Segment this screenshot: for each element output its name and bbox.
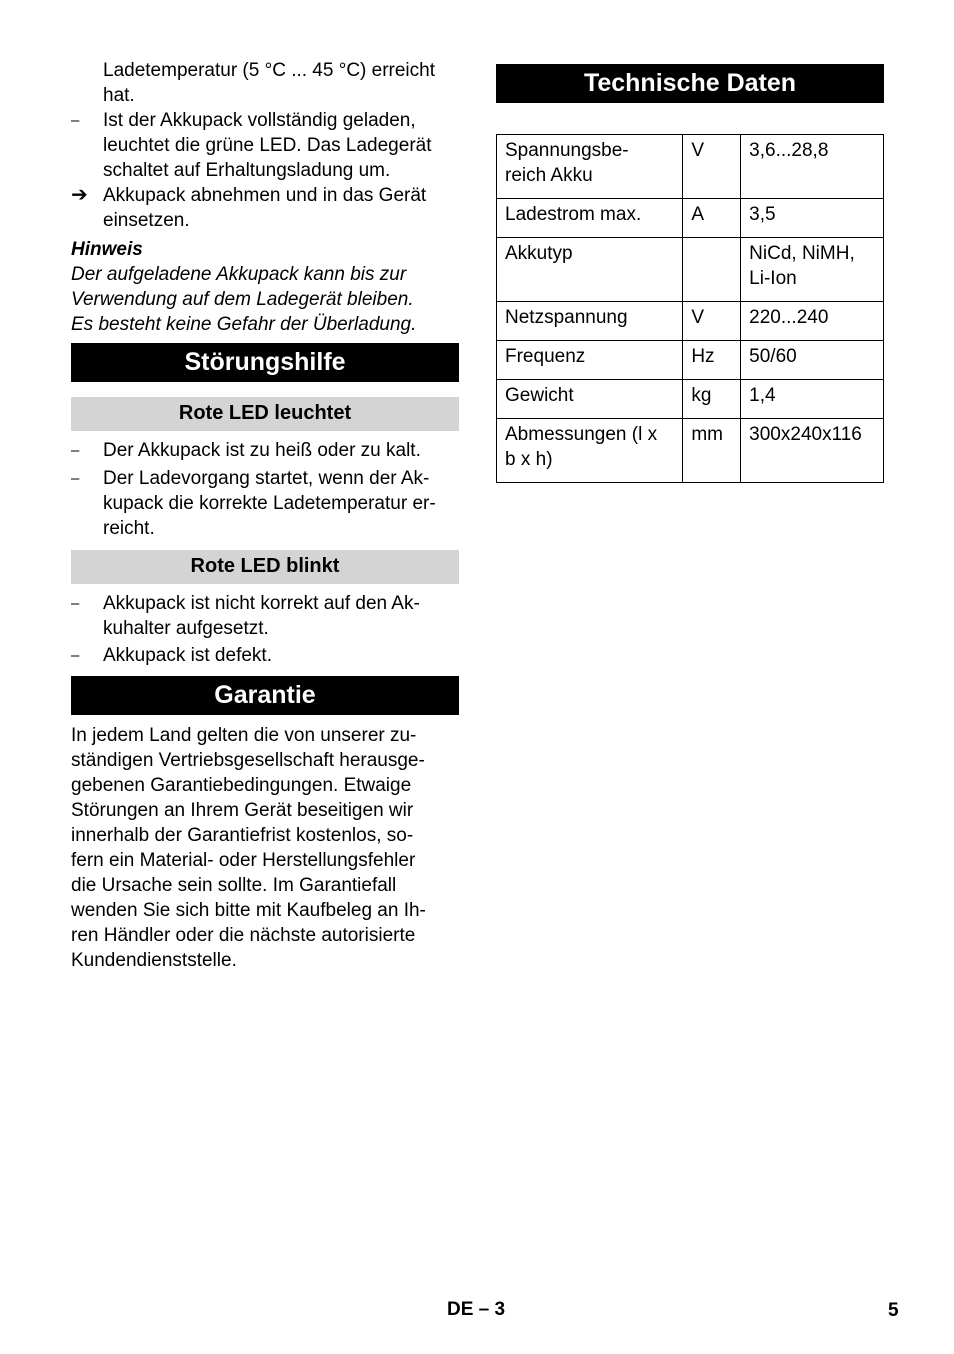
table-cell-value bbox=[741, 238, 884, 302]
table-cell-value bbox=[741, 199, 884, 238]
cell-text: Frequenz bbox=[505, 346, 586, 367]
cell-text: reich Akku bbox=[505, 165, 593, 186]
table-row bbox=[497, 302, 884, 341]
text-line: Akkupack ist nicht korrekt auf den Ak- bbox=[103, 593, 420, 614]
table-cell-value bbox=[741, 302, 884, 341]
cell-text: Spannungsbe- bbox=[505, 140, 629, 161]
cell-text: 300x240x116 bbox=[749, 424, 862, 445]
text-line: fern ein Material- oder Herstellungsfehler bbox=[71, 850, 416, 871]
intro-text bbox=[71, 58, 459, 108]
cell-text: 1,4 bbox=[749, 385, 776, 406]
table-row bbox=[497, 419, 884, 483]
left-column bbox=[71, 58, 459, 973]
footer-section-label: DE – 3 bbox=[447, 1299, 506, 1320]
table-cell-name bbox=[497, 341, 683, 380]
cell-text: Li-Ion bbox=[749, 268, 797, 289]
text-line: Kundendienststelle. bbox=[71, 950, 237, 971]
cell-text: Abmessungen (l x bbox=[505, 424, 658, 445]
text-line: kuhalter aufgesetzt. bbox=[103, 618, 269, 639]
text-line: einsetzen. bbox=[103, 210, 190, 231]
text-line: Verwendung auf dem Ladegerät bleiben. bbox=[71, 289, 414, 310]
subheading-rote-led-leuchtet: Rote LED leuchtet bbox=[71, 397, 459, 431]
cell-text: Netzspannung bbox=[505, 307, 628, 328]
text-line: Störungen an Ihrem Gerät beseitigen wir bbox=[71, 800, 414, 821]
text-line: ren Händler oder die nächste autorisierte bbox=[71, 925, 416, 946]
text-line: gebenen Garantiebedingungen. Etwaige bbox=[71, 775, 412, 796]
table-cell-unit: mm bbox=[683, 419, 741, 483]
text-line: hat. bbox=[103, 85, 135, 106]
table-cell-unit: Hz bbox=[683, 341, 741, 380]
note-body bbox=[71, 262, 459, 337]
cell-text: NiCd, NiMH, bbox=[749, 243, 855, 264]
list-item bbox=[71, 591, 459, 641]
dash-marker: – bbox=[71, 595, 80, 612]
table-cell-value bbox=[741, 419, 884, 483]
table-cell-unit: kg bbox=[683, 380, 741, 419]
dash-marker: – bbox=[71, 112, 80, 129]
section-heading-garantie: Garantie bbox=[71, 676, 459, 715]
text-line: wenden Sie sich bitte mit Kaufbeleg an Ih- bbox=[71, 900, 426, 921]
table-row bbox=[497, 238, 884, 302]
table-row bbox=[497, 380, 884, 419]
section-heading-stoerungshilfe: Störungshilfe bbox=[71, 343, 459, 382]
text-line: Akkupack abnehmen und in das Gerät bbox=[103, 185, 427, 206]
text-line: ständigen Vertriebsgesellschaft herausge- bbox=[71, 750, 425, 771]
list bbox=[71, 438, 459, 541]
table-cell-unit: V bbox=[683, 302, 741, 341]
list-item bbox=[71, 466, 459, 541]
table-row bbox=[497, 135, 884, 199]
table-cell-unit: A bbox=[683, 199, 741, 238]
garantie-paragraph bbox=[71, 723, 459, 973]
dash-marker: – bbox=[71, 647, 80, 664]
table-cell-name bbox=[497, 135, 683, 199]
list-item bbox=[71, 643, 459, 668]
list-item bbox=[71, 108, 459, 183]
cell-text: 50/60 bbox=[749, 346, 797, 367]
cell-text: 220...240 bbox=[749, 307, 829, 328]
text-line: innerhalb der Garantiefrist kostenlos, so- bbox=[71, 825, 414, 846]
cell-text: 3,6...28,8 bbox=[749, 140, 829, 161]
cell-text: Akkutyp bbox=[505, 243, 573, 264]
table-row bbox=[497, 341, 884, 380]
right-column bbox=[496, 64, 884, 103]
text-line: In jedem Land gelten die von unserer zu- bbox=[71, 725, 417, 746]
table-cell-name bbox=[497, 302, 683, 341]
dash-marker: – bbox=[71, 442, 80, 459]
cell-text: Ladestrom max. bbox=[505, 204, 642, 225]
table-cell-unit: V bbox=[683, 135, 741, 199]
section-heading-technische-daten: Technische Daten bbox=[496, 64, 884, 103]
cell-text: Gewicht bbox=[505, 385, 574, 406]
note-title: Hinweis bbox=[71, 239, 143, 260]
table-cell-name bbox=[497, 199, 683, 238]
table-row bbox=[497, 199, 884, 238]
table-cell-value bbox=[741, 135, 884, 199]
arrow-right-icon: ➔ bbox=[71, 184, 88, 206]
list-item bbox=[71, 183, 459, 233]
table-cell-name bbox=[497, 419, 683, 483]
page-number: 5 bbox=[888, 1300, 899, 1321]
text-line: Der aufgeladene Akkupack kann bis zur bbox=[71, 264, 407, 285]
spec-table bbox=[496, 134, 884, 483]
text-line: schaltet auf Erhaltungsladung um. bbox=[103, 160, 391, 181]
text-line: Ist der Akkupack vollständig geladen, bbox=[103, 110, 416, 131]
table-cell-unit bbox=[683, 238, 741, 302]
text-line: Der Akkupack ist zu heiß oder zu kalt. bbox=[103, 440, 421, 461]
subheading-rote-led-blinkt: Rote LED blinkt bbox=[71, 550, 459, 584]
cell-text: b x h) bbox=[505, 449, 553, 470]
text-line: Der Ladevorgang startet, wenn der Ak- bbox=[103, 468, 430, 489]
table-cell-value bbox=[741, 380, 884, 419]
text-line: die Ursache sein sollte. Im Garantiefall bbox=[71, 875, 397, 896]
table-cell-name bbox=[497, 380, 683, 419]
text-line: kupack die korrekte Ladetemperatur er- bbox=[103, 493, 436, 514]
text-line: reicht. bbox=[103, 518, 155, 539]
table-cell-name bbox=[497, 238, 683, 302]
table-cell-value bbox=[741, 341, 884, 380]
text-line: Akkupack ist defekt. bbox=[103, 645, 272, 666]
list bbox=[71, 591, 459, 668]
text-line: Es besteht keine Gefahr der Überladung. bbox=[71, 314, 417, 335]
dash-marker: – bbox=[71, 470, 80, 487]
cell-text: 3,5 bbox=[749, 204, 776, 225]
text-line: leuchtet die grüne LED. Das Ladegerät bbox=[103, 135, 432, 156]
list-item bbox=[71, 438, 459, 463]
text-line: Ladetemperatur (5 °C ... 45 °C) erreicht bbox=[103, 60, 435, 81]
